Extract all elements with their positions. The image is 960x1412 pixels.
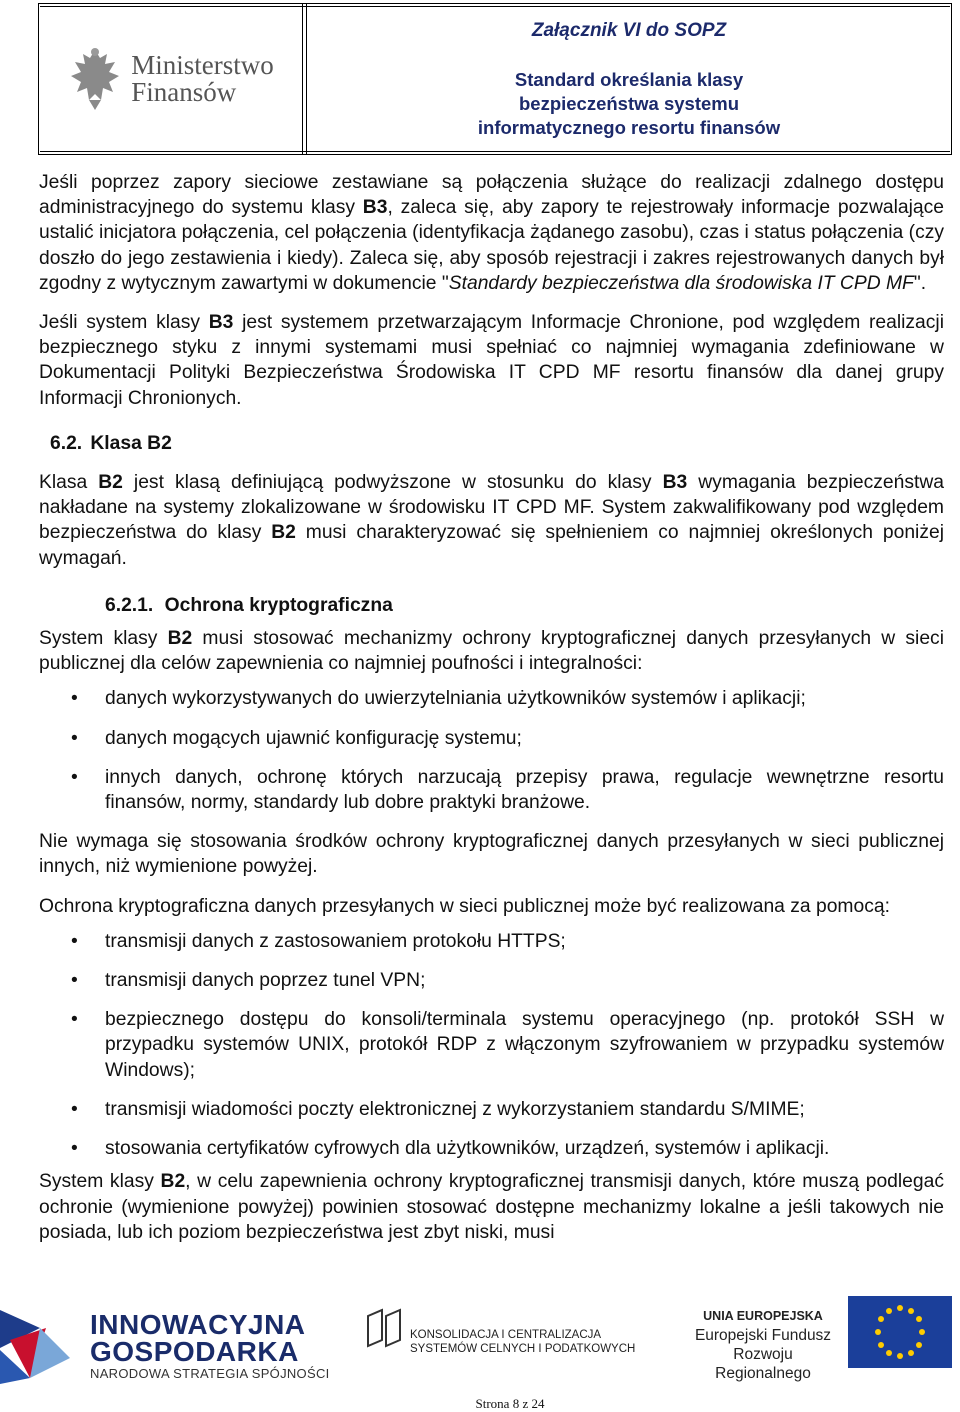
- bullet-icon: •: [71, 1009, 78, 1031]
- title-line-1: Standard określania klasy: [514, 69, 744, 90]
- list-item: [39, 1007, 944, 1083]
- text: System klasy: [39, 1171, 161, 1193]
- page-number: Strona 8 z 24: [475, 1396, 545, 1411]
- document-body: [39, 170, 944, 1253]
- class-ref: B2: [167, 628, 193, 650]
- list-item: [39, 726, 944, 751]
- text: , zaleca się, aby zapory te rejestrowały informacje pozwalające ustalić inicjatora połączenia, cel połączenia (identyfikacja żądanego zasobu), czas i status połączenia (czy doszło do jego zestawienia i kiedy). Zaleca się, aby sposób rejestracji i zakres rejestrowanych danych był zgodny z wytycznym zawartymi w dokumencie ": [39, 197, 944, 294]
- document-title: [478, 68, 780, 140]
- list-item: [39, 1136, 944, 1161]
- list-item: [39, 929, 944, 954]
- paragraph-firewall-logging: [39, 170, 944, 296]
- document-ref: Standardy bezpieczeństwa dla środowiska IT CPD MF: [448, 272, 914, 294]
- eagle-emblem-icon: [67, 44, 123, 114]
- list-item-text: transmisji danych z zastosowaniem protokołu HTTPS;: [105, 930, 566, 952]
- paragraph-protected-info: [39, 310, 944, 411]
- annex-label: Załącznik VI do SOPZ: [531, 20, 727, 41]
- title-line-3: informatycznego resortu finansów: [477, 117, 781, 138]
- subsection-title: Ochrona kryptograficzna: [164, 594, 393, 616]
- kc-text: [410, 1328, 635, 1356]
- paragraph-class-b2: [39, 470, 944, 571]
- eu-line-3: Rozwoju Regionalnego: [715, 1346, 811, 1382]
- subsection-number: 6.2.1.: [105, 594, 154, 616]
- paragraph-no-other-requirement: Nie wymaga się stosowania środków ochrony kryptograficznej danych przesyłanych w sieci publicznej innych, niż wymienione powyżej.: [39, 831, 944, 878]
- ministry-logo: [39, 4, 303, 154]
- bullet-icon: •: [71, 688, 78, 710]
- list-item: [39, 765, 944, 815]
- ig-line-2: GOSPODARKA: [90, 1336, 299, 1367]
- kc-emblem-icon: [364, 1306, 408, 1350]
- logo-line-1: Ministerstwo: [131, 50, 274, 80]
- section-number: 6.2.: [50, 432, 83, 454]
- star-emblem-icon: [0, 1288, 90, 1388]
- list-item-text: danych mogących ujawnić konfigurację systemu;: [105, 727, 522, 749]
- text: Klasa: [39, 472, 99, 494]
- section-heading: [39, 431, 944, 456]
- class-ref: B2: [271, 522, 296, 544]
- eu-line-1: UNIA EUROPEJSKA: [703, 1309, 823, 1323]
- ig-subtitle: NARODOWA STRATEGIA SPÓJNOŚCI: [90, 1366, 330, 1381]
- crypto-means-list: [39, 929, 944, 1161]
- paragraph-local-mechanisms: [39, 1169, 944, 1245]
- bullet-icon: •: [71, 970, 78, 992]
- list-item-text: bezpiecznego dostępu do konsoli/terminala systemu operacyjnego (np. protokół SSH w przypadku systemów UNIX, protokół RDP z włączonym szyfrowaniem w przypadku systemów Windows);: [105, 1009, 944, 1081]
- logo-line-2: Finansów: [131, 77, 237, 107]
- section-title: Klasa B2: [90, 432, 172, 454]
- innowacyjna-gospodarka-logo: [0, 1288, 330, 1381]
- list-item-text: transmisji wiadomości poczty elektronicznej z wykorzystaniem standardu S/MIME;: [105, 1098, 805, 1120]
- text: System klasy: [39, 628, 168, 650]
- protected-data-list: [39, 686, 944, 815]
- class-ref: B2: [98, 472, 123, 494]
- text: musi stosować mechanizmy ochrony kryptograficznej danych przesyłanych w sieci publicznej dla celów zapewnienia co najmniej poufności i integralności:: [39, 628, 944, 675]
- list-item-text: stosowania certyfikatów cyfrowych dla użytkowników, urządzeń, systemów i aplikacji.: [105, 1138, 830, 1160]
- document-header: [38, 3, 952, 155]
- text: ".: [913, 272, 927, 294]
- bullet-icon: •: [71, 727, 78, 749]
- kc-line-2: SYSTEMÓW CELNYCH I PODATKOWYCH: [410, 1343, 636, 1355]
- ig-title: [90, 1311, 306, 1365]
- class-ref: B3: [208, 312, 234, 334]
- text: wymagania bezpieczeństwa nakładane na systemy zlokalizowane w środowisku IT CPD MF. System zakwalifikowany pod względem bezpieczeństwa do klasy: [39, 472, 944, 544]
- list-item: [39, 1097, 944, 1122]
- document-title-block: [306, 4, 951, 154]
- title-line-2: bezpieczeństwa systemu: [518, 93, 740, 114]
- paragraph-crypto-means: Ochrona kryptograficzna danych przesyłanych w sieci publicznej może być realizowana za pomocą:: [39, 895, 890, 917]
- paragraph-crypto-requirement: [39, 626, 944, 676]
- class-ref: B2: [160, 1171, 186, 1193]
- text: Jeśli poprzez zapory sieciowe zestawiane są połączenia służące do realizacji zdalnego dostępu administracyjnego do systemu klasy: [39, 172, 944, 219]
- list-item-text: transmisji danych poprzez tunel VPN;: [105, 970, 426, 992]
- eu-logo: [686, 1296, 960, 1382]
- ig-line-1: INNOWACYJNA: [90, 1309, 306, 1340]
- list-item: [39, 968, 944, 993]
- bullet-icon: •: [71, 1138, 78, 1160]
- text: jest klasą definiującą podwyższone w stosunku do klasy: [122, 472, 663, 494]
- list-item: [39, 686, 944, 711]
- subsection-heading: [39, 593, 944, 618]
- list-item-text: innych danych, ochronę których narzucają przepisy prawa, regulacje wewnętrzne resortu finansów, normy, standardy lub dobre praktyki branżowe.: [105, 766, 944, 814]
- ministry-logo-text: [131, 52, 274, 106]
- text: , w celu zapewnienia ochrony kryptograficznej transmisji danych, które muszą podlegać ochronie (wymienione powyżej) powinien stosować dostępne mechanizmy lokalne a jeśli takowych nie posiada, lub ich poziom bezpieczeństwa jest zbyt niski, musi: [39, 1171, 944, 1243]
- bullet-icon: •: [71, 1098, 78, 1120]
- class-ref: B3: [362, 197, 388, 219]
- text: Jeśli system klasy: [39, 312, 209, 334]
- footer-logos: [0, 1284, 960, 1384]
- kc-line-1: KONSOLIDACJA I CENTRALIZACJA: [410, 1329, 602, 1341]
- bullet-icon: •: [71, 766, 78, 788]
- konsolidacja-logo: [364, 1304, 654, 1364]
- eu-flag-icon: [848, 1296, 952, 1368]
- list-item-text: danych wykorzystywanych do uwierzytelniania użytkowników systemów i aplikacji;: [105, 688, 806, 710]
- bullet-icon: •: [71, 930, 78, 952]
- eu-text: [686, 1307, 840, 1383]
- text: jest systemem przetwarzającym Informacje Chronione, pod względem realizacji bezpiecznego styku z innymi systemami musi spełniać co najmniej wymagania zdefiniowane w Dokumentacji Polityki Bezpieczeństwa Środowiska IT CPD MF resortu finansów dla danej grupy Informacji Chronionych.: [39, 312, 944, 409]
- eu-line-2: Europejski Fundusz: [694, 1327, 832, 1344]
- class-ref: B3: [662, 472, 688, 494]
- text: musi charakteryzować się spełnieniem co najmniej określonych poniżej wymagań.: [39, 522, 944, 569]
